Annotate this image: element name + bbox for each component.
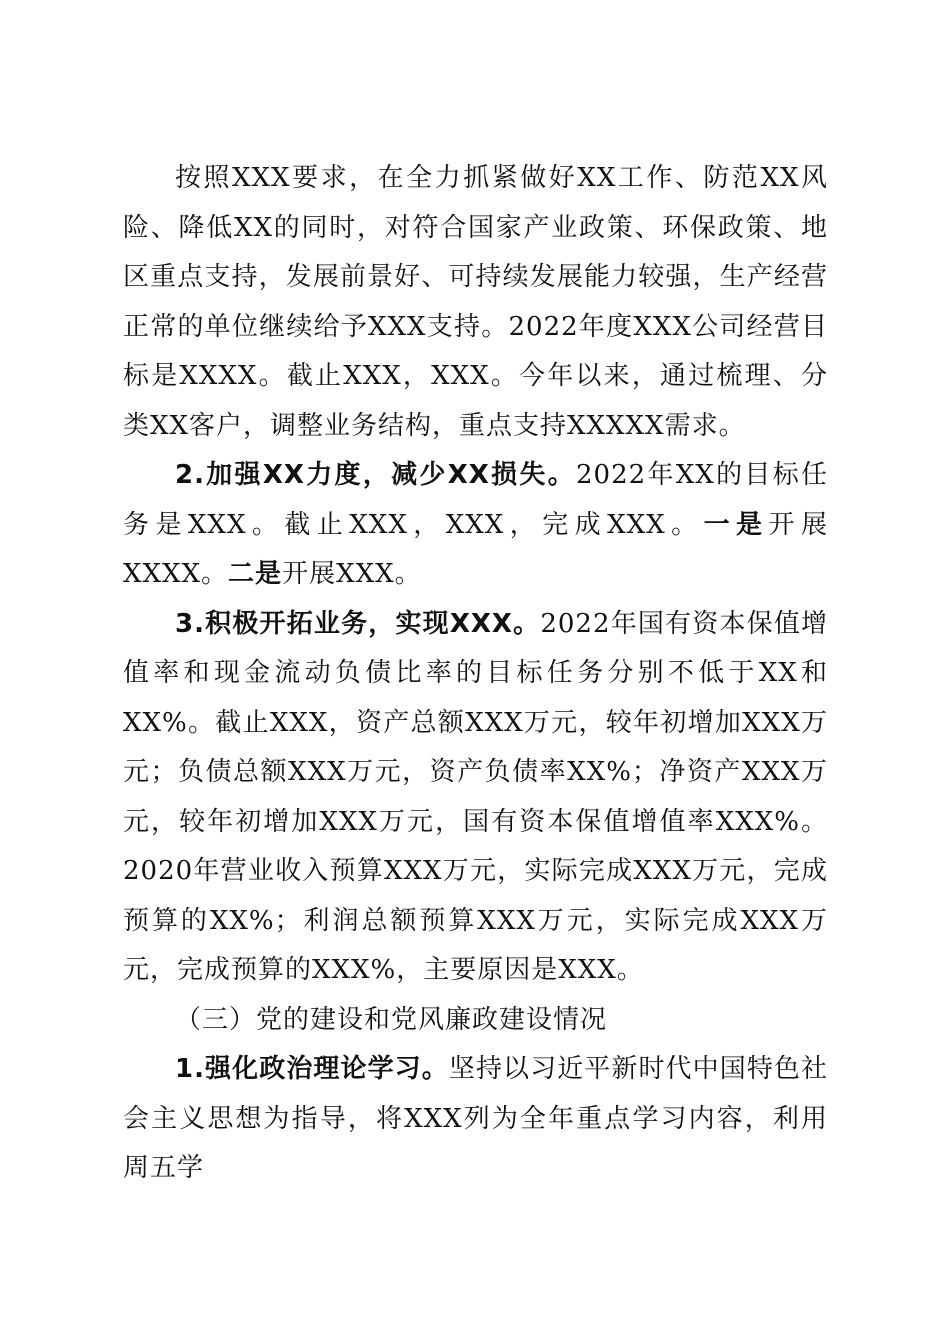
paragraph-business-support	[123, 154, 828, 451]
paragraph-text: 按照XXX要求，在全力抓紧做好XX工作、防范XX风险、降低XX的同时，对符合国家产业政策、环保政策、地区重点支持，发展前景好、可持续发展能力较强，生产经营正常的单位继续给予XXX支持。2022年度XXX公司经营目标是XXXX。截止XXX，XXX。今年以来，通过梳理、分类XX客户，调整业务结构，重点支持XXXXX需求。	[123, 163, 828, 441]
section-heading	[123, 996, 828, 1046]
emphasis-marker: 一是	[703, 509, 769, 540]
paragraph-text: 2022年国有资本保值增值率和现金流动负债比率的目标任务分别不低于XX和XX%。截止XXX，资产总额XXX万元，较年初增加XXX万元；负债总额XXX万元，资产负债率XX%；净资产XXX万元，较年初增加XXX万元，国有资本保值增值率XXX%。2020年营业收入预算XXX万元，实际完成XXX万元，完成预算的XX%；利润总额预算XXX万元，实际完成XXX万元，完成预算的XXX%，主要原因是XXX。	[123, 608, 828, 985]
paragraph-text: 2022年XX的目标任务是XXX。截止XXX，XXX，完成XXX。	[123, 460, 828, 540]
emphasis-marker: 二是	[228, 559, 283, 589]
paragraph-text: 开展XXX。	[282, 559, 422, 589]
paragraph-text: 开展XXXX。	[123, 509, 828, 589]
paragraph-risk-reduction	[123, 451, 828, 600]
section-heading-text: （三）党的建设和党风廉政建设情况	[175, 1004, 608, 1035]
document-body	[123, 154, 828, 1194]
paragraph-text: 坚持以习近平新时代中国特色社会主义思想为指导，将XXX列为全年重点学习内容，利用周五学	[123, 1054, 828, 1183]
paragraph-lead: 2.加强XX力度，减少XX损失。	[175, 460, 577, 490]
paragraph-political-study	[123, 1045, 828, 1194]
paragraph-lead: 3.积极开拓业务，实现XXX。	[175, 608, 541, 639]
paragraph-lead: 1.强化政治理论学习。	[175, 1054, 449, 1084]
paragraph-business-expansion	[123, 600, 828, 996]
